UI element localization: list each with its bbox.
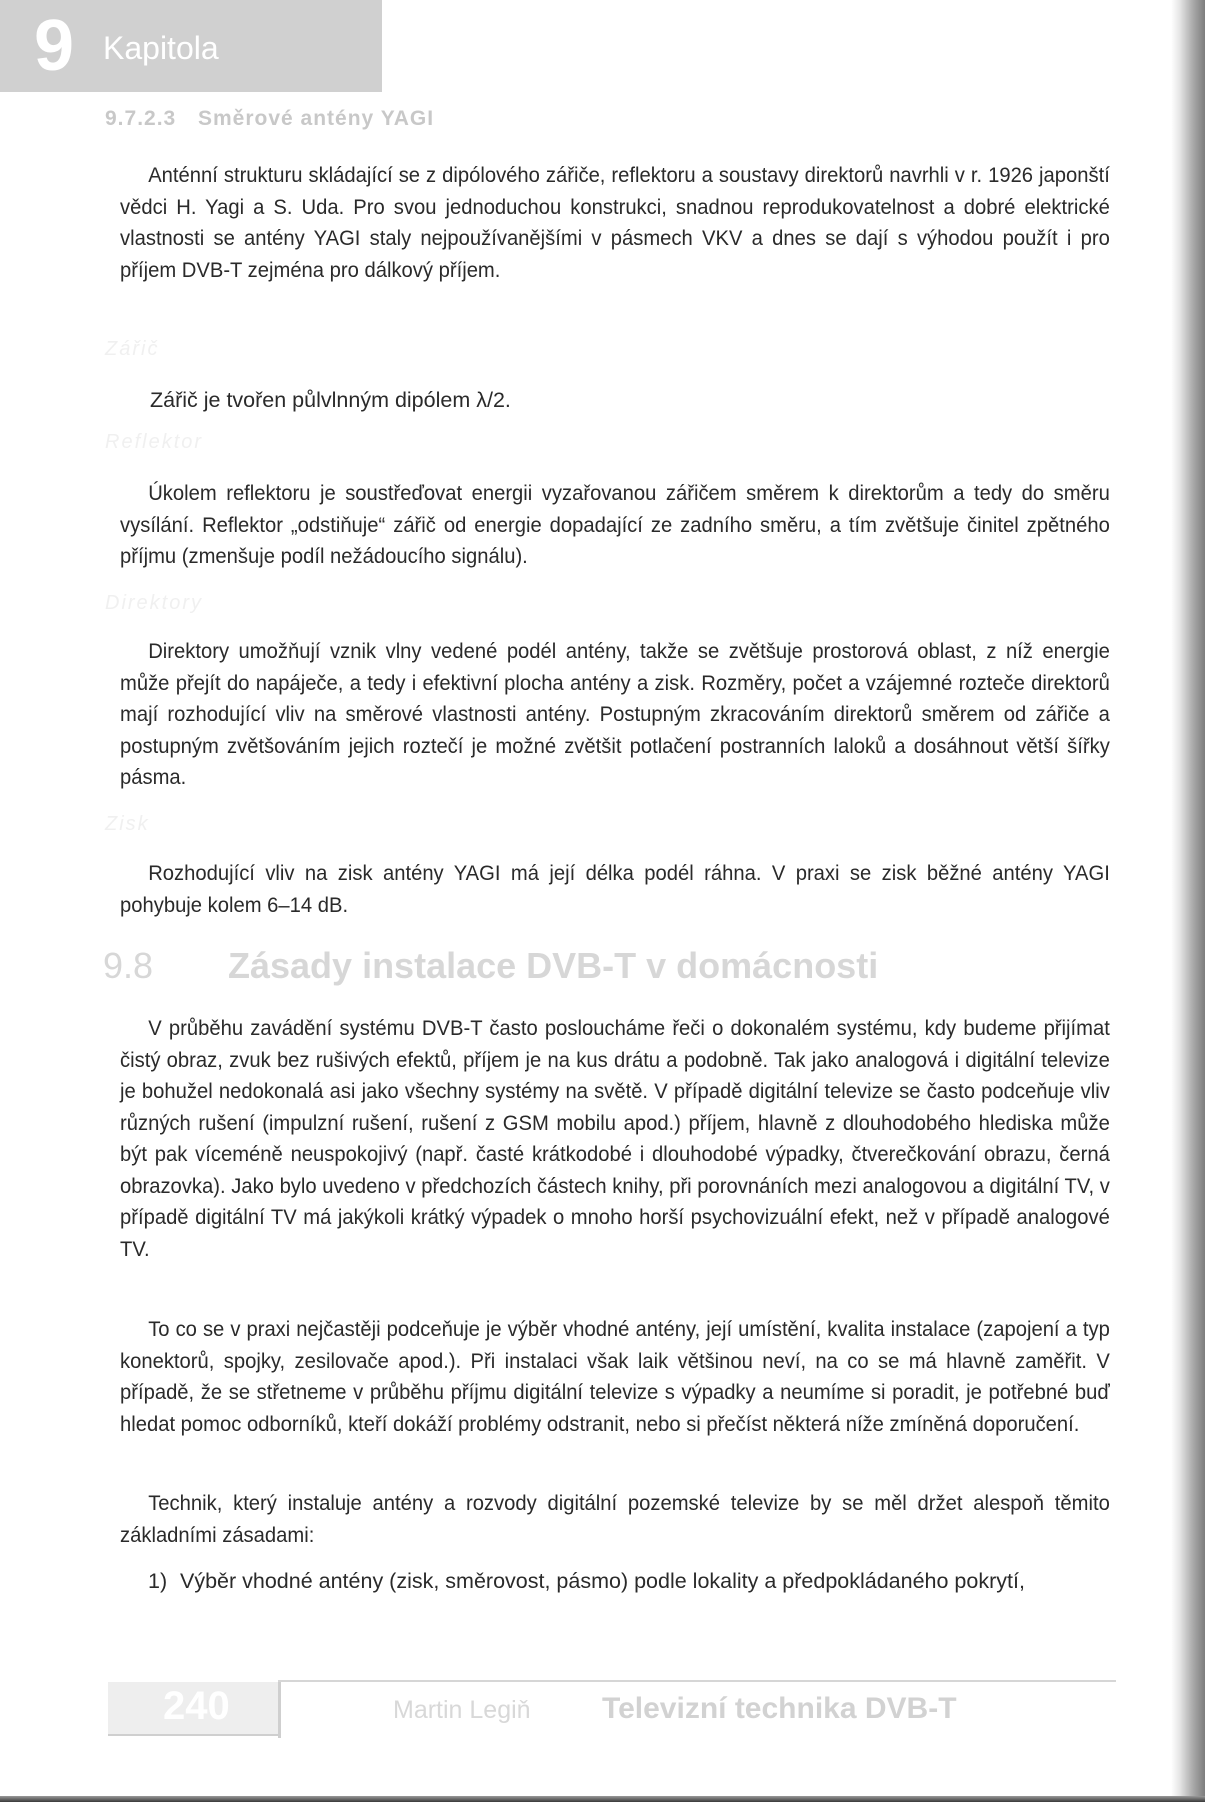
subsection-heading bbox=[105, 107, 434, 131]
list-item bbox=[148, 1566, 1108, 1598]
section-paragraph-2: To co se v praxi nejčastěji podceňuje je výběr vhodné antény, její umístění, kvalita instalace (zapojení a typ konektorů, spojky, zesilovače apod.). Při instalaci však laik většinou neví, na co se má hlavně zaměřit. V případě, že se střetneme v průběhu příjmu digitální televize s výpadky a neumíme si poradit, je potřebné buď hledat pomoc odborníků, kteří dokáží problémy odstranit, nebo si přečíst některá níže zmíněná doporučení. bbox=[120, 1317, 1110, 1436]
book-spine-shadow bbox=[1171, 0, 1205, 1802]
list-marker: 1) bbox=[148, 1569, 168, 1593]
subsection-title: Směrové antény YAGI bbox=[198, 107, 435, 130]
part-heading-direktory: Direktory bbox=[105, 592, 204, 614]
part-heading-zaric: Zářič bbox=[105, 338, 160, 360]
section-heading bbox=[103, 945, 878, 987]
part-text-zaric: Zářič je tvořen půlvlnným dipólem λ/2. bbox=[150, 388, 511, 412]
section-paragraph-1: V průběhu zavádění systému DVB-T často posloucháme řeči o dokonalém systému, kdy budeme přijímat čistý obraz, zvuk bez rušivých efektů, příjem je na kus drátu a podobně. Tak jako analogová i digitální televize je bohužel nedokonalá asi jako všechny systémy na světě. V případě digitální televize se často podceňuje vliv různých rušení (impulzní rušení, rušení z GSM mobilu apod.) příjem, hlavně z dlouhodobého hlediska může být pak víceméně neuspokojivý (např. časté krátkodobé i dlouhodobé výpadky, čtverečkování obrazu, černá obrazovka). Jako bylo uvedeno v předchozích částech knihy, při porovnáních mezi analogovou a digitální TV, v případě digitální TV má jakýkoli krátký výpadek o mnoho horší psychovizuální efekt, než v případě analogové TV. bbox=[120, 1016, 1110, 1261]
subsection-number: 9.7.2.3 bbox=[105, 107, 177, 130]
footer-divider-horizontal bbox=[278, 1680, 1116, 1682]
footer-page-box bbox=[108, 1682, 280, 1736]
page-number: 240 bbox=[163, 1684, 230, 1728]
chapter-number: 9 bbox=[34, 6, 75, 86]
section-title: Zásady instalace DVB-T v domácnosti bbox=[228, 945, 879, 986]
chapter-label: Kapitola bbox=[103, 30, 219, 66]
footer-author: Martin Legiň bbox=[393, 1696, 531, 1724]
chapter-tab bbox=[0, 0, 382, 92]
part-text-zisk: Rozhodující vliv na zisk antény YAGI má její délka podél ráhna. V praxi se zisk běžné antény YAGI pohybuje kolem 6–14 dB. bbox=[120, 861, 1110, 917]
footer-book-title: Televizní technika DVB-T bbox=[602, 1692, 957, 1725]
part-heading-zisk: Zisk bbox=[105, 813, 150, 835]
section-paragraph-3: Technik, který instaluje antény a rozvody digitální pozemské televize by se měl držet alespoň těmito základními zásadami: bbox=[120, 1491, 1110, 1547]
part-text-direktory: Direktory umožňují vznik vlny vedené podél antény, takže se zvětšuje prostorová oblast, z níž energie může přejít do napáječe, a tedy i efektivní plocha antény a zisk. Rozměry, počet a vzájemné rozteče direktorů mají rozhodující vliv na směrové vlastnosti antény. Postupným zkracováním direktorů směrem od zářiče a postupným zvětšováním jejich roztečí je možné zvětšit potlačení postranních laloků a dosáhnout větší šířky pásma. bbox=[120, 639, 1110, 789]
intro-paragraph: Anténní strukturu skládající se z dipólového zářiče, reflektoru a soustavy direktorů navrhli v r. 1926 japonští vědci H. Yagi a S. Uda. Pro svou jednoduchou konstrukci, snadnou reprodukovatelnost a dobré elektrické vlastnosti se antény YAGI staly nejpoužívanějšími v pásmech VKV a dnes se dají s výhodou použít i pro příjem DVB-T zejména pro dálkový příjem. bbox=[120, 163, 1110, 282]
part-text-reflektor: Úkolem reflektoru je soustřeďovat energii vyzařovanou zářičem směrem k direktorům a tedy do směru vysílání. Reflektor „odstiňuje“ zářič od energie dopadající ze zadního směru, a tím zvětšuje činitel zpětného příjmu (zmenšuje podíl nežádoucího signálu). bbox=[120, 481, 1110, 568]
footer-divider-vertical bbox=[278, 1680, 281, 1738]
part-heading-reflektor: Reflektor bbox=[105, 431, 204, 453]
section-number: 9.8 bbox=[103, 945, 154, 986]
page-bottom-edge bbox=[0, 1796, 1205, 1802]
list-text: Výběr vhodné antény (zisk, směrovost, pásmo) podle lokality a předpokládaného pokrytí, bbox=[180, 1569, 1025, 1593]
